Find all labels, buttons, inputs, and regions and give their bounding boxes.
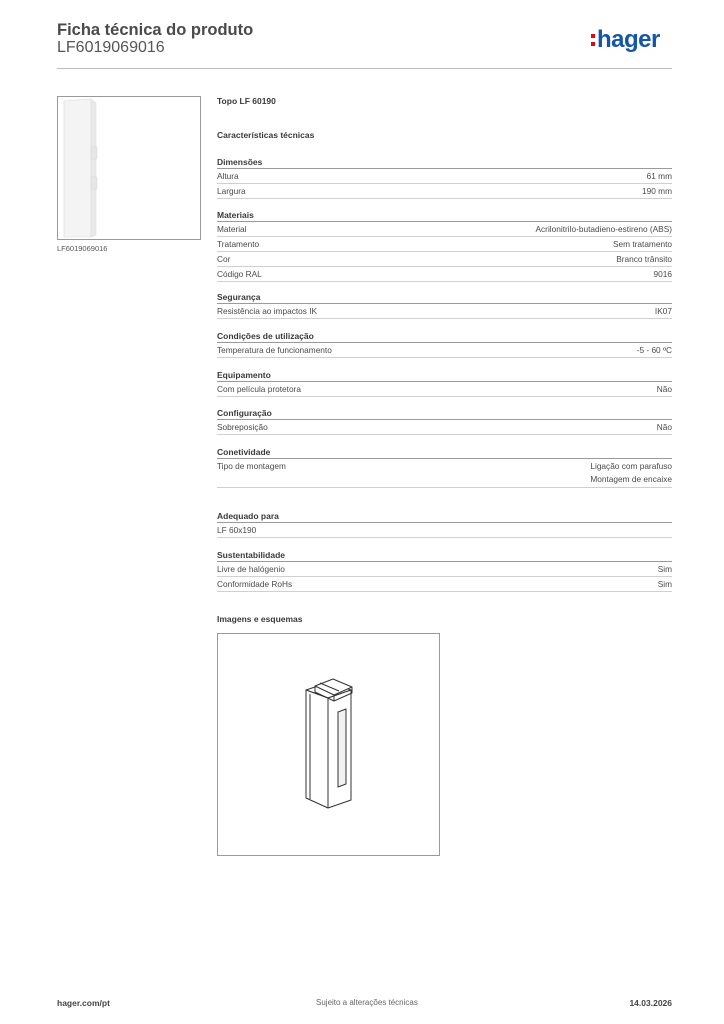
logo-text: hager [597,26,660,53]
spec-value: Montagem de encaixe [590,474,672,484]
section-seguranca [217,291,672,319]
spec-value: Sim [657,578,672,589]
footer-notice: Sujeito a alterações técnicas [316,998,418,1007]
product-code: LF6019069016 [57,39,165,56]
spec-value: 61 mm [646,170,672,181]
spec-label: LF 60x190 [217,524,257,535]
spec-row [217,562,672,577]
section-adequado [217,510,672,538]
images-section-title: Imagens e esquemas [217,614,303,624]
spec-label: Temperatura de funcionamento [217,344,332,355]
spec-label: Tratamento [217,238,260,249]
spec-value: Branco trânsito [616,253,672,264]
spec-value: 9016 [653,268,672,279]
section-condicoes [217,330,672,358]
section-equipamento [217,369,672,397]
spec-row [217,523,672,538]
spec-label: Cor [217,253,231,264]
section-configuracao [217,407,672,435]
spec-row [217,304,672,319]
spec-row [217,237,672,252]
spec-value: 190 mm [642,185,672,196]
spec-row [217,420,672,435]
spec-row [217,382,672,397]
spec-row [217,459,672,488]
section-materiais [217,209,672,282]
spec-row [217,169,672,184]
section-title: Condições de utilização [217,330,672,343]
product-name: Topo LF 60190 [217,96,276,106]
spec-value: IK07 [654,305,672,316]
spec-value: Acrilonitrilo-butadieno-estireno (ABS) [535,223,672,234]
section-title: Adequado para [217,510,672,523]
product-thumbnail-drawing [58,97,200,239]
section-title: Segurança [217,291,672,304]
spec-label: Livre de halógenio [217,563,285,574]
page-title: Ficha técnica do produto [57,21,254,39]
spec-label: Altura [217,170,239,181]
section-dimensoes [217,156,672,199]
section-title: Sustentabilidade [217,549,672,562]
tech-specs-title: Características técnicas [217,130,315,140]
spec-label: Código RAL [217,268,262,279]
spec-label: Tipo de montagem [217,460,286,471]
product-drawing [217,633,440,856]
spec-value-multiline [590,460,672,487]
spec-value: Não [656,383,672,394]
spec-label: Com película protetora [217,383,301,394]
spec-value: Não [656,421,672,432]
hager-logo [591,26,660,54]
section-sustentabilidade [217,549,672,592]
spec-label: Largura [217,185,246,196]
spec-label: Sobreposição [217,421,268,432]
product-line-drawing [218,634,439,855]
spec-row [217,222,672,237]
spec-label: Material [217,223,247,234]
section-title: Materiais [217,209,672,222]
spec-value: Ligação com parafuso [590,460,672,471]
section-title: Equipamento [217,369,672,382]
spec-label: Conformidade RoHs [217,578,293,589]
spec-row [217,184,672,199]
spec-row [217,267,672,282]
header-divider [57,68,672,69]
spec-row [217,252,672,267]
logo-dots-icon [591,32,595,48]
product-thumbnail [57,96,201,240]
section-title: Conetividade [217,446,672,459]
spec-row [217,343,672,358]
spec-value: -5 - 60 ºC [636,344,672,355]
footer-website: hager.com/pt [57,998,110,1008]
section-title: Configuração [217,407,672,420]
footer-date: 14.03.2026 [629,998,672,1008]
spec-value: Sim [657,563,672,574]
spec-value: Sem tratamento [612,238,672,249]
product-thumbnail-caption: LF6019069016 [57,244,108,253]
spec-label: Resistência ao impactos IK [217,305,318,316]
spec-row [217,577,672,592]
section-conetividade [217,446,672,488]
section-title: Dimensões [217,156,672,169]
